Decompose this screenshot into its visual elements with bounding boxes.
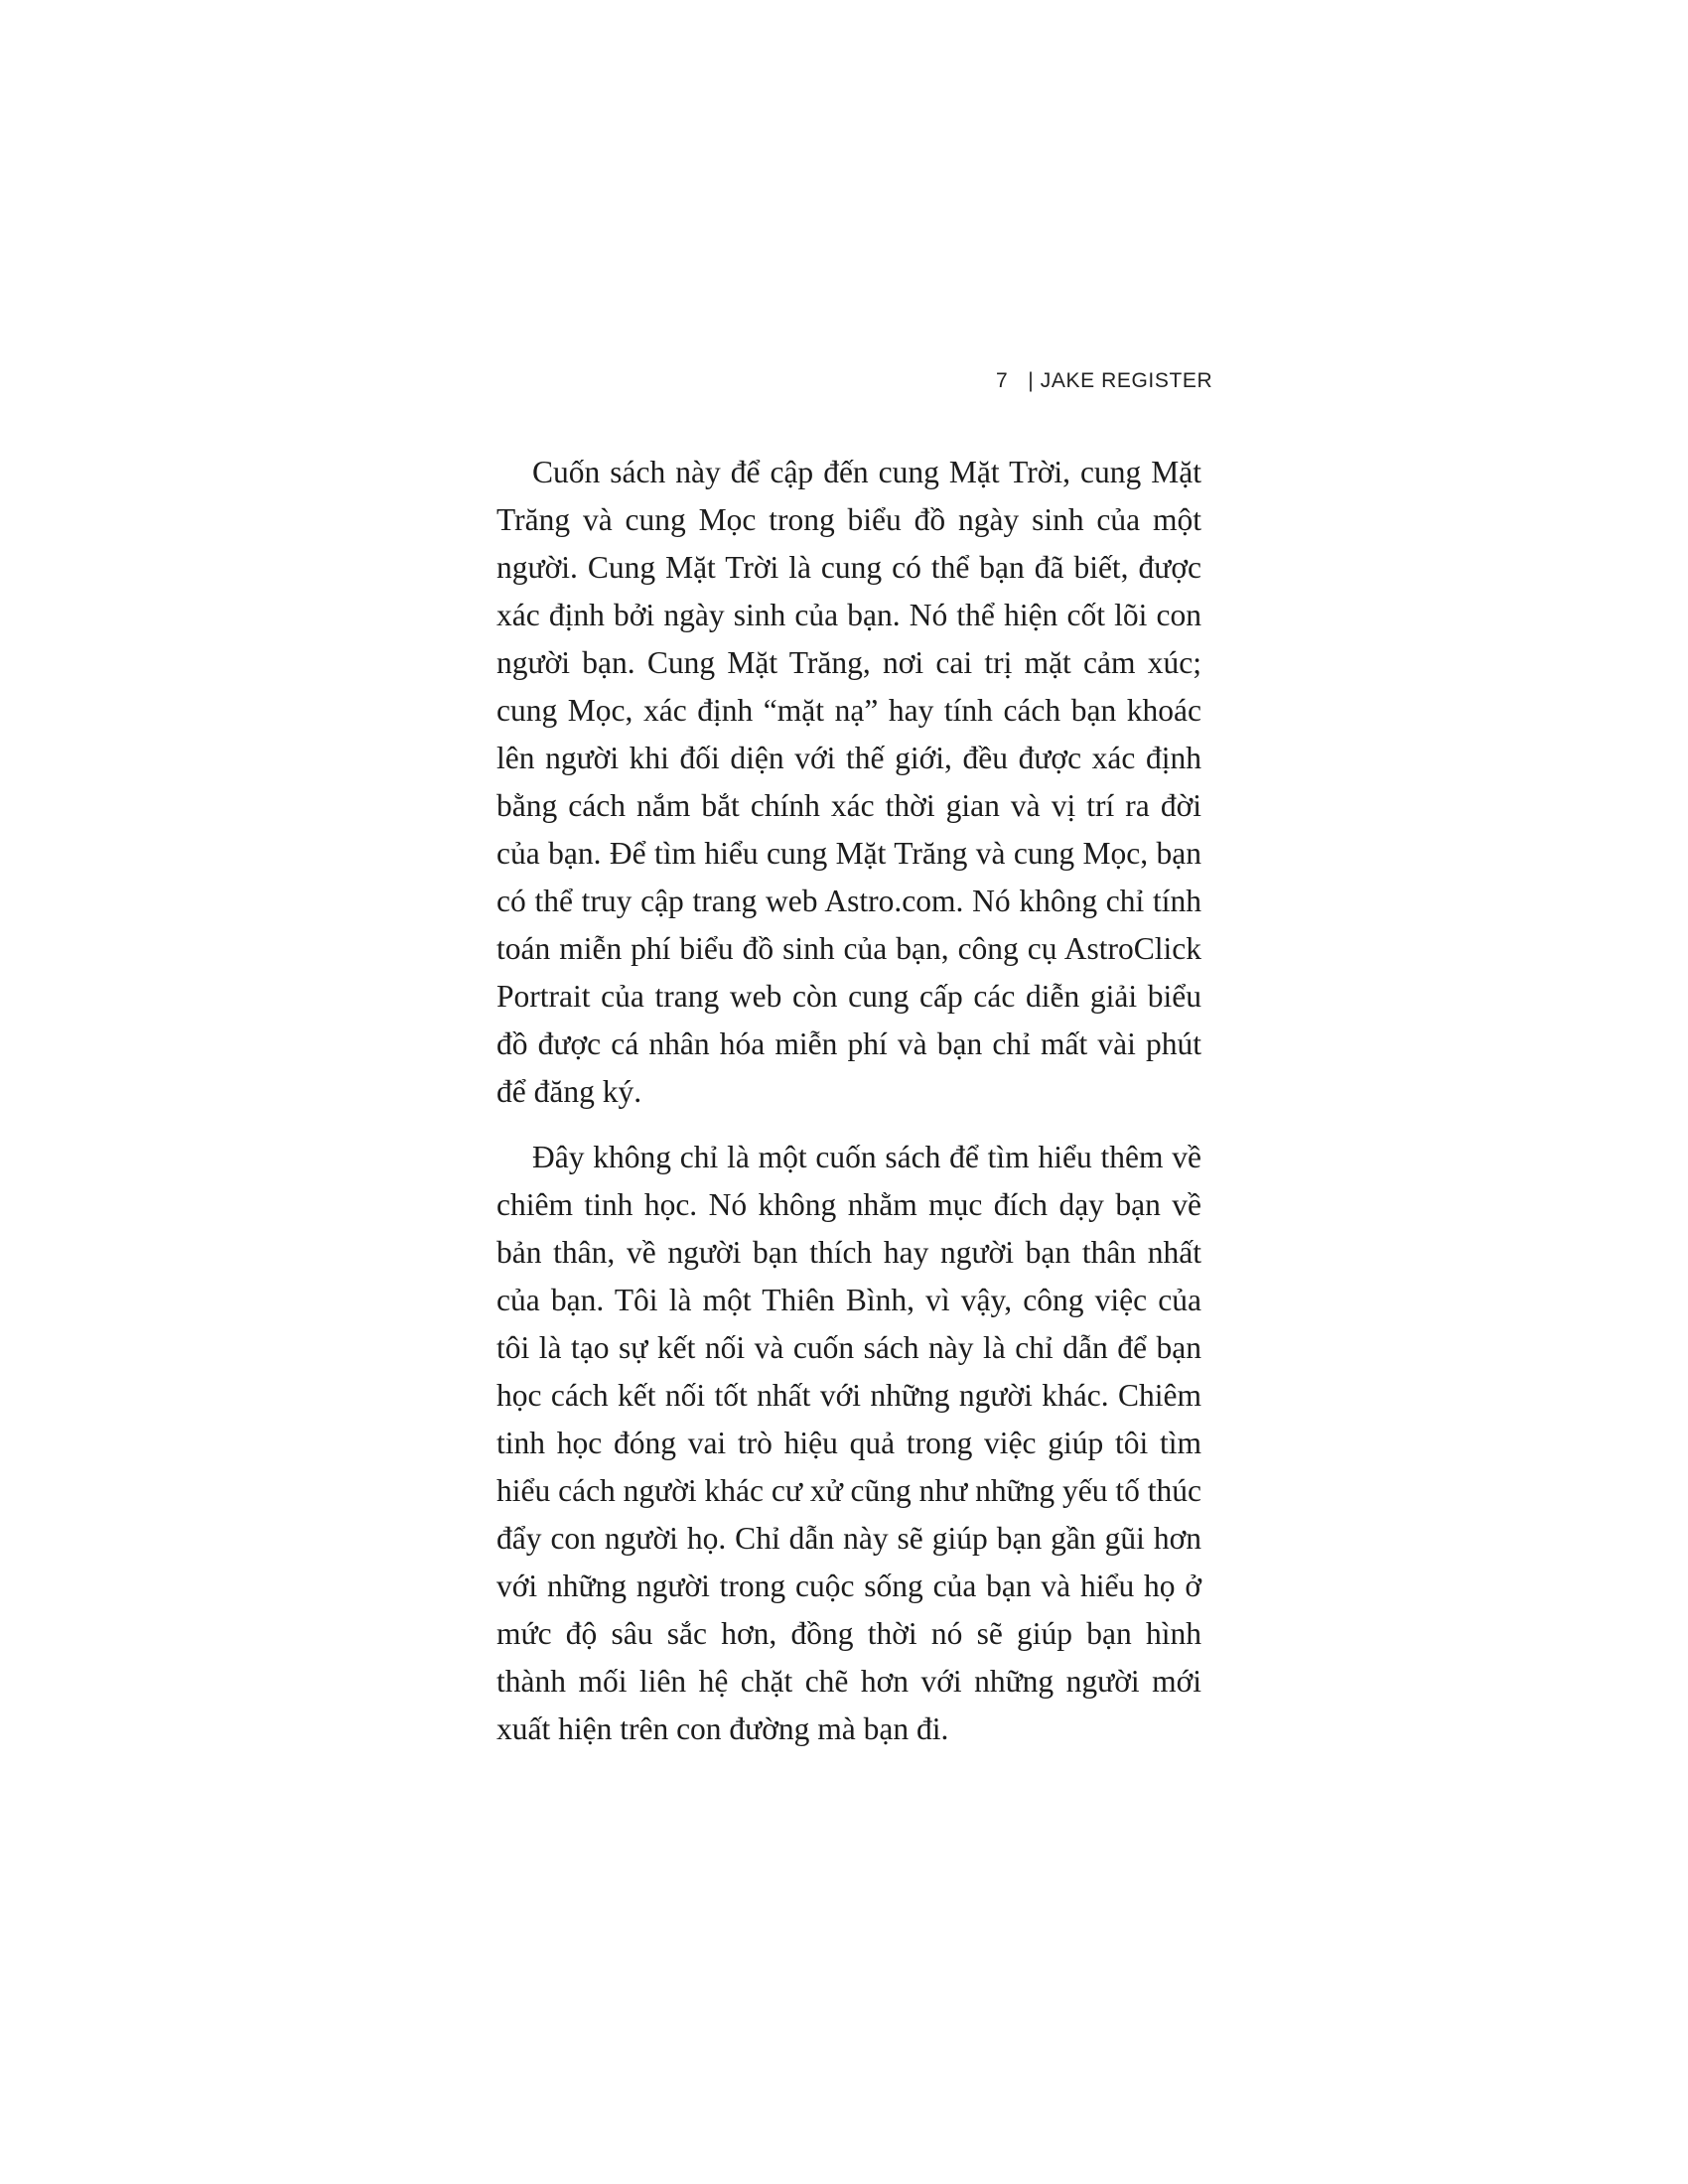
paragraph: Cuốn sách này để cập đến cung Mặt Trời, cung Mặt Trăng và cung Mọc trong biểu đồ ngày sinh của một người. Cung Mặt Trời là cung có thể bạn đã biết, được xác định bởi ngày sinh của bạn. Nó thể hiện cốt lõi con người bạn. Cung Mặt Trăng, nơi cai trị mặt cảm xúc; cung Mọc, xác định “mặt nạ” hay tính cách bạn khoác lên người khi đối diện với thế giới, đều được xác định bằng cách nắm bắt chính xác thời gian và vị trí ra đời của bạn. Để tìm hiểu cung Mặt Trăng và cung Mọc, bạn có thể truy cập trang web Astro.com. Nó không chỉ tính toán miễn phí biểu đồ sinh của bạn, công cụ AstroClick Portrait của trang web còn cung cấp các diễn giải biểu đồ được cá nhân hóa miễn phí và bạn chỉ mất vài phút để đăng ký. <box>496 455 1201 1109</box>
body-text <box>496 449 1201 1753</box>
paragraph: Đây không chỉ là một cuốn sách để tìm hiểu thêm về chiêm tinh học. Nó không nhằm mục đích dạy bạn về bản thân, về người bạn thích hay người bạn thân nhất của bạn. Tôi là một Thiên Bình, vì vậy, công việc của tôi là tạo sự kết nối và cuốn sách này là chỉ dẫn để bạn học cách kết nối tốt nhất với những người khác. Chiêm tinh học đóng vai trò hiệu quả trong việc giúp tôi tìm hiểu cách người khác cư xử cũng như những yếu tố thúc đẩy con người họ. Chỉ dẫn này sẽ giúp bạn gần gũi hơn với những người trong cuộc sống của bạn và hiểu họ ở mức độ sâu sắc hơn, đồng thời nó sẽ giúp bạn hình thành mối liên hệ chặt chẽ hơn với những người mới xuất hiện trên con đường mà bạn đi. <box>496 1140 1201 1746</box>
page-number: 7 <box>996 369 1009 392</box>
running-head-author: | JAKE REGISTER <box>1028 369 1213 392</box>
running-head <box>996 369 1214 399</box>
